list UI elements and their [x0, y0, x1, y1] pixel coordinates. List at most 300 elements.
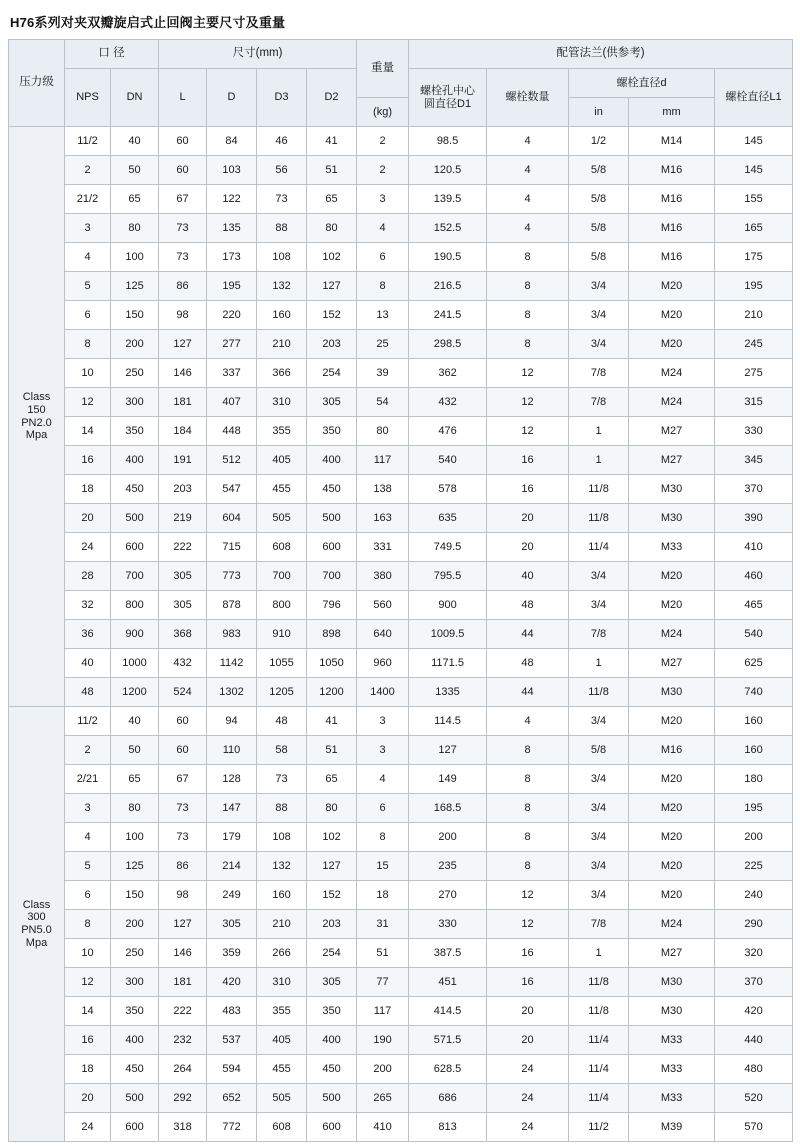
cell-d3: 73	[257, 765, 307, 794]
cell-d3: 310	[257, 968, 307, 997]
cell-weight: 3	[357, 736, 409, 765]
cell-bolt-dia-mm: M20	[629, 881, 715, 910]
cell-bolt-qty: 8	[487, 823, 569, 852]
cell-l: 73	[159, 823, 207, 852]
cell-l: 146	[159, 359, 207, 388]
cell-d3: 455	[257, 1055, 307, 1084]
cell-bolt-qty: 4	[487, 156, 569, 185]
cell-bolt-circle-d1: 476	[409, 417, 487, 446]
cell-bolt-dia-l1: 330	[715, 417, 793, 446]
cell-bolt-dia-in: 11/4	[569, 1055, 629, 1084]
cell-bolt-dia-l1: 460	[715, 562, 793, 591]
table-row	[9, 939, 793, 968]
cell-d2: 41	[307, 127, 357, 156]
cell-dn: 600	[111, 1113, 159, 1142]
cell-d3: 48	[257, 707, 307, 736]
cell-bolt-circle-d1: 578	[409, 475, 487, 504]
cell-nps: 24	[65, 1113, 111, 1142]
cell-dn: 150	[111, 881, 159, 910]
cell-d3: 132	[257, 272, 307, 301]
cell-d: 537	[207, 1026, 257, 1055]
cell-bolt-dia-mm: M24	[629, 359, 715, 388]
cell-d: 483	[207, 997, 257, 1026]
cell-l: 98	[159, 301, 207, 330]
cell-bolt-dia-in: 11/8	[569, 678, 629, 707]
cell-bolt-dia-l1: 210	[715, 301, 793, 330]
cell-bolt-qty: 8	[487, 330, 569, 359]
table-row	[9, 446, 793, 475]
cell-d: 103	[207, 156, 257, 185]
cell-bolt-dia-l1: 240	[715, 881, 793, 910]
cell-weight: 3	[357, 707, 409, 736]
table-row	[9, 910, 793, 939]
cell-bolt-qty: 8	[487, 794, 569, 823]
table-row	[9, 736, 793, 765]
header-d2: D2	[307, 69, 357, 127]
table-row	[9, 881, 793, 910]
cell-bolt-dia-mm: M33	[629, 533, 715, 562]
cell-l: 305	[159, 562, 207, 591]
cell-bolt-dia-mm: M30	[629, 968, 715, 997]
cell-nps: 2/21	[65, 765, 111, 794]
cell-l: 98	[159, 881, 207, 910]
cell-dn: 250	[111, 939, 159, 968]
cell-bolt-circle-d1: 1009.5	[409, 620, 487, 649]
cell-bolt-qty: 12	[487, 359, 569, 388]
cell-bolt-dia-in: 11/4	[569, 533, 629, 562]
cell-bolt-qty: 48	[487, 591, 569, 620]
cell-dn: 65	[111, 185, 159, 214]
header-bore-group: 口 径	[65, 40, 159, 69]
cell-bolt-dia-l1: 245	[715, 330, 793, 359]
cell-d3: 266	[257, 939, 307, 968]
cell-bolt-dia-in: 5/8	[569, 214, 629, 243]
cell-bolt-circle-d1: 686	[409, 1084, 487, 1113]
cell-l: 191	[159, 446, 207, 475]
cell-bolt-dia-l1: 370	[715, 475, 793, 504]
table-row	[9, 678, 793, 707]
cell-nps: 8	[65, 910, 111, 939]
cell-dn: 450	[111, 1055, 159, 1084]
cell-dn: 80	[111, 794, 159, 823]
cell-dn: 500	[111, 1084, 159, 1113]
cell-nps: 28	[65, 562, 111, 591]
cell-l: 60	[159, 127, 207, 156]
cell-bolt-dia-l1: 420	[715, 997, 793, 1026]
cell-dn: 200	[111, 330, 159, 359]
cell-bolt-dia-l1: 345	[715, 446, 793, 475]
header-bolt-quantity: 螺栓数量	[487, 69, 569, 127]
cell-l: 292	[159, 1084, 207, 1113]
cell-bolt-dia-mm: M39	[629, 1113, 715, 1142]
cell-bolt-qty: 4	[487, 185, 569, 214]
cell-l: 368	[159, 620, 207, 649]
cell-bolt-dia-mm: M30	[629, 997, 715, 1026]
cell-bolt-qty: 4	[487, 214, 569, 243]
cell-bolt-circle-d1: 635	[409, 504, 487, 533]
cell-bolt-dia-mm: M33	[629, 1084, 715, 1113]
cell-d2: 450	[307, 1055, 357, 1084]
cell-bolt-qty: 12	[487, 910, 569, 939]
cell-bolt-dia-l1: 440	[715, 1026, 793, 1055]
cell-d: 110	[207, 736, 257, 765]
cell-d: 547	[207, 475, 257, 504]
cell-nps: 16	[65, 1026, 111, 1055]
table-row	[9, 620, 793, 649]
cell-weight: 6	[357, 243, 409, 272]
cell-dn: 450	[111, 475, 159, 504]
page-title: H76系列对夹双瓣旋启式止回阀主要尺寸及重量	[10, 15, 286, 30]
cell-bolt-circle-d1: 795.5	[409, 562, 487, 591]
cell-bolt-qty: 16	[487, 968, 569, 997]
cell-bolt-circle-d1: 152.5	[409, 214, 487, 243]
cell-bolt-dia-in: 1	[569, 649, 629, 678]
cell-bolt-dia-l1: 740	[715, 678, 793, 707]
header-bolt-diameter-in: in	[569, 98, 629, 127]
cell-bolt-circle-d1: 414.5	[409, 997, 487, 1026]
cell-bolt-dia-in: 3/4	[569, 765, 629, 794]
pressure-class-line: PN2.0	[21, 416, 52, 429]
cell-d2: 350	[307, 997, 357, 1026]
cell-weight: 51	[357, 939, 409, 968]
cell-d: 1302	[207, 678, 257, 707]
table-row	[9, 127, 793, 156]
cell-bolt-qty: 12	[487, 388, 569, 417]
cell-bolt-dia-mm: M20	[629, 823, 715, 852]
cell-dn: 400	[111, 446, 159, 475]
cell-d: 652	[207, 1084, 257, 1113]
cell-d3: 56	[257, 156, 307, 185]
cell-bolt-dia-l1: 390	[715, 504, 793, 533]
cell-l: 432	[159, 649, 207, 678]
cell-l: 67	[159, 185, 207, 214]
table-row	[9, 214, 793, 243]
table-row	[9, 330, 793, 359]
cell-bolt-qty: 12	[487, 881, 569, 910]
header-d: D	[207, 69, 257, 127]
cell-bolt-dia-mm: M20	[629, 794, 715, 823]
cell-dn: 125	[111, 852, 159, 881]
cell-d3: 108	[257, 823, 307, 852]
cell-nps: 2	[65, 156, 111, 185]
cell-nps: 18	[65, 475, 111, 504]
cell-d3: 608	[257, 533, 307, 562]
table-row	[9, 562, 793, 591]
cell-nps: 20	[65, 1084, 111, 1113]
header-d3: D3	[257, 69, 307, 127]
table-row	[9, 823, 793, 852]
table-row	[9, 359, 793, 388]
cell-nps: 20	[65, 504, 111, 533]
cell-d2: 400	[307, 446, 357, 475]
cell-d2: 127	[307, 272, 357, 301]
cell-bolt-dia-in: 3/4	[569, 272, 629, 301]
cell-d3: 366	[257, 359, 307, 388]
cell-weight: 8	[357, 272, 409, 301]
cell-bolt-dia-l1: 165	[715, 214, 793, 243]
cell-bolt-qty: 16	[487, 939, 569, 968]
cell-l: 73	[159, 214, 207, 243]
cell-d2: 450	[307, 475, 357, 504]
cell-l: 127	[159, 910, 207, 939]
cell-bolt-circle-d1: 1171.5	[409, 649, 487, 678]
cell-d3: 355	[257, 417, 307, 446]
cell-bolt-circle-d1: 139.5	[409, 185, 487, 214]
cell-d2: 600	[307, 533, 357, 562]
cell-bolt-dia-in: 11/2	[569, 1113, 629, 1142]
table-row	[9, 1084, 793, 1113]
cell-bolt-dia-mm: M16	[629, 185, 715, 214]
cell-weight: 25	[357, 330, 409, 359]
cell-bolt-circle-d1: 451	[409, 968, 487, 997]
cell-nps: 5	[65, 272, 111, 301]
cell-dn: 1200	[111, 678, 159, 707]
cell-d2: 254	[307, 939, 357, 968]
cell-dn: 100	[111, 823, 159, 852]
cell-weight: 410	[357, 1113, 409, 1142]
cell-d3: 505	[257, 504, 307, 533]
cell-nps: 12	[65, 968, 111, 997]
cell-d2: 700	[307, 562, 357, 591]
cell-bolt-dia-mm: M16	[629, 736, 715, 765]
table-row	[9, 533, 793, 562]
cell-bolt-circle-d1: 813	[409, 1113, 487, 1142]
cell-bolt-dia-mm: M24	[629, 910, 715, 939]
pressure-class-line: Class	[22, 898, 51, 911]
cell-bolt-qty: 20	[487, 533, 569, 562]
cell-bolt-qty: 44	[487, 678, 569, 707]
cell-bolt-dia-mm: M20	[629, 272, 715, 301]
cell-d: 122	[207, 185, 257, 214]
cell-d2: 1200	[307, 678, 357, 707]
cell-nps: 14	[65, 417, 111, 446]
cell-bolt-dia-in: 3/4	[569, 852, 629, 881]
cell-bolt-qty: 16	[487, 446, 569, 475]
cell-d3: 108	[257, 243, 307, 272]
cell-d2: 80	[307, 794, 357, 823]
pressure-class-line: 150	[27, 403, 46, 416]
cell-bolt-dia-mm: M16	[629, 243, 715, 272]
table-row	[9, 997, 793, 1026]
cell-bolt-qty: 20	[487, 504, 569, 533]
table-row	[9, 1026, 793, 1055]
cell-bolt-dia-mm: M14	[629, 127, 715, 156]
cell-bolt-dia-mm: M20	[629, 852, 715, 881]
cell-bolt-dia-in: 7/8	[569, 910, 629, 939]
cell-bolt-dia-mm: M30	[629, 504, 715, 533]
cell-bolt-circle-d1: 120.5	[409, 156, 487, 185]
cell-bolt-circle-d1: 628.5	[409, 1055, 487, 1084]
cell-d: 179	[207, 823, 257, 852]
cell-bolt-dia-in: 7/8	[569, 620, 629, 649]
cell-bolt-dia-l1: 145	[715, 156, 793, 185]
cell-bolt-dia-l1: 625	[715, 649, 793, 678]
cell-bolt-dia-mm: M33	[629, 1026, 715, 1055]
table-row	[9, 707, 793, 736]
cell-d3: 88	[257, 214, 307, 243]
cell-weight: 560	[357, 591, 409, 620]
cell-weight: 960	[357, 649, 409, 678]
cell-bolt-qty: 48	[487, 649, 569, 678]
cell-d: 337	[207, 359, 257, 388]
cell-dn: 700	[111, 562, 159, 591]
cell-l: 86	[159, 852, 207, 881]
header-row-1	[9, 40, 793, 69]
cell-bolt-dia-in: 7/8	[569, 359, 629, 388]
cell-dn: 500	[111, 504, 159, 533]
cell-bolt-dia-in: 5/8	[569, 736, 629, 765]
cell-bolt-dia-mm: M20	[629, 301, 715, 330]
cell-weight: 190	[357, 1026, 409, 1055]
cell-nps: 3	[65, 794, 111, 823]
cell-bolt-circle-d1: 900	[409, 591, 487, 620]
cell-nps: 4	[65, 823, 111, 852]
cell-dn: 150	[111, 301, 159, 330]
cell-d3: 58	[257, 736, 307, 765]
cell-bolt-qty: 4	[487, 127, 569, 156]
cell-bolt-qty: 8	[487, 301, 569, 330]
cell-d2: 500	[307, 1084, 357, 1113]
pressure-class-cell	[9, 127, 65, 707]
cell-d: 1142	[207, 649, 257, 678]
cell-bolt-dia-mm: M27	[629, 417, 715, 446]
cell-bolt-dia-l1: 410	[715, 533, 793, 562]
cell-l: 264	[159, 1055, 207, 1084]
header-bolt-circle-line1: 螺栓孔中心	[420, 84, 476, 97]
cell-d3: 800	[257, 591, 307, 620]
cell-d2: 51	[307, 736, 357, 765]
cell-d: 983	[207, 620, 257, 649]
cell-dn: 300	[111, 388, 159, 417]
cell-d: 220	[207, 301, 257, 330]
cell-bolt-dia-in: 11/4	[569, 1084, 629, 1113]
cell-l: 219	[159, 504, 207, 533]
cell-weight: 163	[357, 504, 409, 533]
cell-d3: 160	[257, 881, 307, 910]
cell-dn: 250	[111, 359, 159, 388]
cell-dn: 350	[111, 997, 159, 1026]
header-weight: 重量	[357, 40, 409, 98]
cell-dn: 600	[111, 533, 159, 562]
table-row	[9, 301, 793, 330]
cell-bolt-qty: 4	[487, 707, 569, 736]
pressure-class-line: PN5.0	[21, 924, 52, 936]
cell-weight: 1400	[357, 678, 409, 707]
cell-bolt-dia-l1: 570	[715, 1113, 793, 1142]
cell-bolt-circle-d1: 149	[409, 765, 487, 794]
cell-bolt-dia-in: 11/8	[569, 968, 629, 997]
cell-bolt-circle-d1: 114.5	[409, 707, 487, 736]
header-l: L	[159, 69, 207, 127]
table-row	[9, 649, 793, 678]
cell-d: 715	[207, 533, 257, 562]
cell-bolt-dia-mm: M20	[629, 562, 715, 591]
cell-d3: 132	[257, 852, 307, 881]
table-row	[9, 475, 793, 504]
cell-d: 359	[207, 939, 257, 968]
cell-d3: 405	[257, 1026, 307, 1055]
cell-bolt-dia-in: 1	[569, 446, 629, 475]
cell-weight: 200	[357, 1055, 409, 1084]
header-flange-group: 配管法兰(供参考)	[409, 40, 793, 69]
cell-bolt-dia-mm: M33	[629, 1055, 715, 1084]
cell-bolt-dia-mm: M20	[629, 330, 715, 359]
cell-d2: 152	[307, 301, 357, 330]
cell-bolt-dia-in: 1	[569, 939, 629, 968]
header-bolt-circle-diameter	[409, 69, 487, 127]
cell-dn: 40	[111, 707, 159, 736]
cell-nps: 10	[65, 939, 111, 968]
cell-dn: 125	[111, 272, 159, 301]
cell-d2: 65	[307, 765, 357, 794]
cell-l: 181	[159, 968, 207, 997]
header-bolt-diameter-l1: 螺栓直径L1	[715, 69, 793, 127]
cell-d: 878	[207, 591, 257, 620]
cell-bolt-dia-mm: M30	[629, 678, 715, 707]
cell-dn: 65	[111, 765, 159, 794]
table-row	[9, 1113, 793, 1142]
cell-weight: 77	[357, 968, 409, 997]
cell-bolt-dia-mm: M24	[629, 620, 715, 649]
cell-weight: 640	[357, 620, 409, 649]
cell-bolt-dia-l1: 175	[715, 243, 793, 272]
cell-nps: 18	[65, 1055, 111, 1084]
cell-d2: 305	[307, 968, 357, 997]
cell-l: 73	[159, 794, 207, 823]
cell-l: 305	[159, 591, 207, 620]
cell-l: 60	[159, 736, 207, 765]
cell-l: 184	[159, 417, 207, 446]
cell-bolt-dia-in: 3/4	[569, 707, 629, 736]
cell-dn: 50	[111, 156, 159, 185]
cell-dn: 50	[111, 736, 159, 765]
cell-weight: 13	[357, 301, 409, 330]
cell-l: 60	[159, 156, 207, 185]
cell-d2: 1050	[307, 649, 357, 678]
cell-weight: 31	[357, 910, 409, 939]
cell-l: 73	[159, 243, 207, 272]
cell-nps: 8	[65, 330, 111, 359]
cell-weight: 117	[357, 446, 409, 475]
table-row	[9, 185, 793, 214]
cell-weight: 265	[357, 1084, 409, 1113]
cell-d3: 405	[257, 446, 307, 475]
table-row	[9, 1055, 793, 1084]
cell-l: 86	[159, 272, 207, 301]
cell-nps: 6	[65, 301, 111, 330]
cell-d2: 600	[307, 1113, 357, 1142]
table-row	[9, 388, 793, 417]
cell-nps: 48	[65, 678, 111, 707]
cell-bolt-dia-l1: 195	[715, 272, 793, 301]
cell-bolt-dia-l1: 370	[715, 968, 793, 997]
cell-bolt-dia-l1: 320	[715, 939, 793, 968]
cell-bolt-circle-d1: 216.5	[409, 272, 487, 301]
cell-d2: 500	[307, 504, 357, 533]
cell-bolt-dia-mm: M27	[629, 939, 715, 968]
cell-d: 84	[207, 127, 257, 156]
cell-bolt-dia-mm: M27	[629, 446, 715, 475]
cell-d: 128	[207, 765, 257, 794]
cell-bolt-dia-in: 1/2	[569, 127, 629, 156]
pressure-class-line: 300	[27, 911, 46, 924]
cell-l: 232	[159, 1026, 207, 1055]
cell-bolt-qty: 8	[487, 765, 569, 794]
table-row	[9, 243, 793, 272]
cell-bolt-qty: 8	[487, 243, 569, 272]
cell-d: 420	[207, 968, 257, 997]
cell-bolt-qty: 20	[487, 997, 569, 1026]
